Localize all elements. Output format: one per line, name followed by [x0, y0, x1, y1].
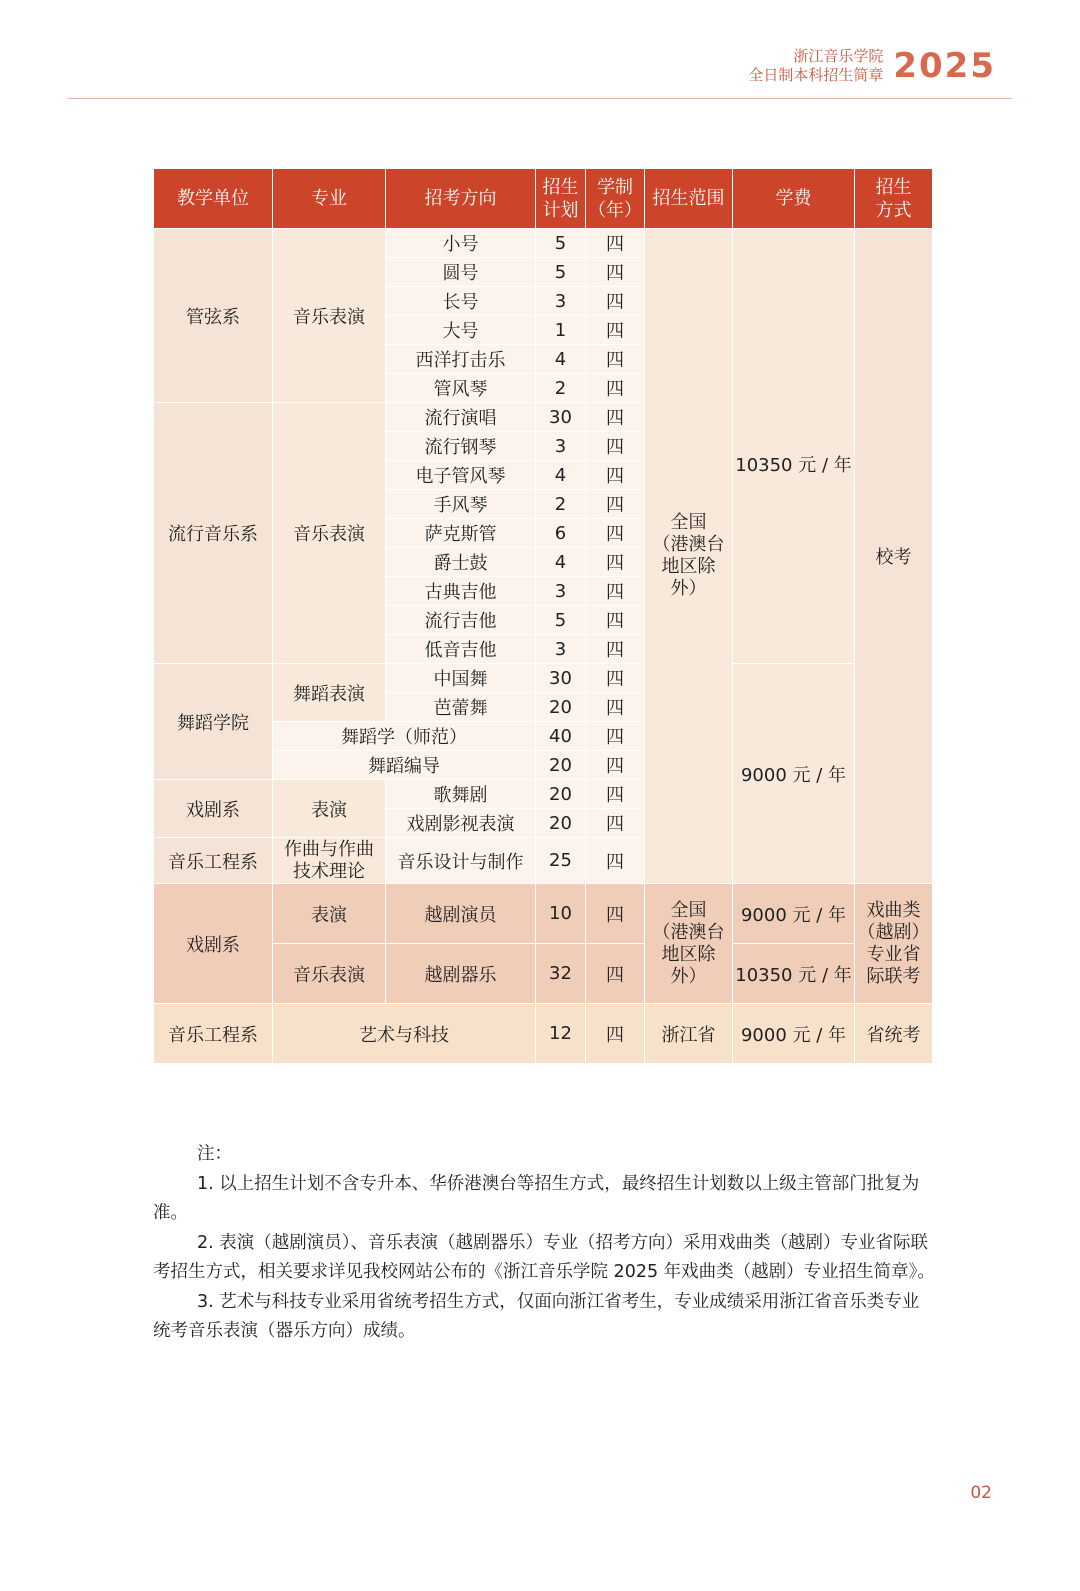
plan-cell: 30 [536, 664, 586, 693]
plan-cell: 12 [536, 1004, 586, 1064]
years-cell: 四 [586, 577, 645, 606]
plan-cell: 20 [536, 693, 586, 722]
plan-cell: 3 [536, 577, 586, 606]
fee-cell: 10350 元 / 年 [733, 229, 855, 664]
direction-cell: 戏剧影视表演 [386, 809, 536, 838]
plan-cell: 3 [536, 287, 586, 316]
direction-cell: 大号 [386, 316, 536, 345]
header-fee: 学费 [733, 169, 855, 229]
years-cell: 四 [586, 374, 645, 403]
unit-cell: 戏剧系 [154, 780, 273, 838]
major-cell: 表演 [273, 780, 386, 838]
years-cell: 四 [586, 461, 645, 490]
plan-cell: 40 [536, 722, 586, 751]
major-cell: 表演 [273, 884, 386, 944]
direction-cell: 电子管风琴 [386, 461, 536, 490]
scope-line: （港澳台 [652, 534, 725, 555]
page-number: 02 [970, 1483, 992, 1503]
header-scope: 招生范围 [645, 169, 733, 229]
major-cell: 音乐表演 [273, 403, 386, 664]
direction-cell: 流行钢琴 [386, 432, 536, 461]
years-cell: 四 [586, 403, 645, 432]
scope-cell: 浙江省 [645, 1004, 733, 1064]
scope-cell [645, 884, 733, 1004]
years-cell: 四 [586, 780, 645, 809]
header-plan [536, 169, 586, 229]
fee-cell: 9000 元 / 年 [733, 664, 855, 884]
plan-cell: 5 [536, 606, 586, 635]
scope-line: 外） [670, 578, 707, 599]
scope-line: 地区除 [661, 943, 716, 965]
plan-cell: 4 [536, 345, 586, 374]
header-method-line2: 方式 [875, 199, 912, 221]
method-line: （越剧） [857, 921, 930, 943]
header-years-line2: （年） [588, 199, 642, 221]
years-cell: 四 [586, 316, 645, 345]
major-cell: 舞蹈编导 [273, 751, 536, 780]
unit-cell: 音乐工程系 [154, 1004, 273, 1064]
years-cell: 四 [586, 229, 645, 258]
plan-cell: 6 [536, 519, 586, 548]
plan-cell: 2 [536, 490, 586, 519]
years-cell: 四 [586, 606, 645, 635]
plan-cell: 5 [536, 258, 586, 287]
major-cell: 舞蹈表演 [273, 664, 386, 722]
years-cell: 四 [586, 519, 645, 548]
table-row [154, 884, 933, 944]
fee-cell: 9000 元 / 年 [733, 884, 855, 944]
table-row [154, 664, 933, 693]
admissions-table [153, 168, 933, 1064]
scope-line: 全国 [670, 512, 707, 533]
plan-cell: 20 [536, 751, 586, 780]
plan-cell: 20 [536, 780, 586, 809]
direction-cell: 流行吉他 [386, 606, 536, 635]
direction-cell: 越剧器乐 [386, 944, 536, 1004]
years-cell: 四 [586, 432, 645, 461]
major-cell: 艺术与科技 [273, 1004, 536, 1064]
major-cell: 舞蹈学（师范） [273, 722, 536, 751]
direction-cell: 管风琴 [386, 374, 536, 403]
fee-cell: 9000 元 / 年 [733, 1004, 855, 1064]
direction-cell: 中国舞 [386, 664, 536, 693]
direction-cell: 芭蕾舞 [386, 693, 536, 722]
plan-cell: 5 [536, 229, 586, 258]
direction-cell: 西洋打击乐 [386, 345, 536, 374]
major-line: 技术理论 [293, 860, 365, 882]
direction-cell: 越剧演员 [386, 884, 536, 944]
plan-cell: 32 [536, 944, 586, 1004]
unit-cell: 舞蹈学院 [154, 664, 273, 780]
plan-cell: 1 [536, 316, 586, 345]
note-item: 1. 以上招生计划不含专升本、华侨港澳台等招生方式，最终招生计划数以上级主管部门批复为准。 [153, 1173, 920, 1223]
unit-cell: 音乐工程系 [154, 838, 273, 884]
scope-cell [645, 229, 733, 884]
note-item: 3. 艺术与科技专业采用省统考招生方式，仅面向浙江省考生，专业成绩采用浙江省音乐类专业统考音乐表演（器乐方向）成绩。 [153, 1291, 920, 1341]
header-years [586, 169, 645, 229]
header-divider [68, 98, 1012, 99]
plan-cell: 10 [536, 884, 586, 944]
years-cell: 四 [586, 635, 645, 664]
years-cell: 四 [586, 944, 645, 1004]
years-cell: 四 [586, 751, 645, 780]
table-row [154, 1004, 933, 1064]
table-header-row [154, 169, 933, 229]
major-cell: 音乐表演 [273, 944, 386, 1004]
plan-cell: 30 [536, 403, 586, 432]
scope-line: 地区除 [661, 556, 716, 577]
method-line: 戏曲类 [866, 899, 921, 921]
header-plan-line1: 招生 [542, 176, 579, 198]
method-cell: 校考 [855, 229, 933, 884]
header-text [748, 47, 883, 85]
plan-cell: 4 [536, 461, 586, 490]
years-cell: 四 [586, 548, 645, 577]
unit-cell: 流行音乐系 [154, 403, 273, 664]
method-line: 专业省 [866, 943, 921, 965]
direction-cell: 音乐设计与制作 [386, 838, 536, 884]
plan-cell: 20 [536, 809, 586, 838]
major-cell [273, 838, 386, 884]
header-subtitle: 全日制本科招生简章 [748, 66, 884, 84]
header-plan-line2: 计划 [542, 199, 579, 221]
years-cell: 四 [586, 884, 645, 944]
major-cell: 音乐表演 [273, 229, 386, 403]
header-unit: 教学单位 [154, 169, 273, 229]
direction-cell: 歌舞剧 [386, 780, 536, 809]
plan-cell: 3 [536, 432, 586, 461]
years-cell: 四 [586, 693, 645, 722]
years-cell: 四 [586, 258, 645, 287]
direction-cell: 手风琴 [386, 490, 536, 519]
notes-title: 注： [197, 1144, 232, 1164]
plan-cell: 2 [536, 374, 586, 403]
direction-cell: 圆号 [386, 258, 536, 287]
method-line: 际联考 [866, 965, 921, 987]
method-cell: 省统考 [855, 1004, 933, 1064]
fee-cell: 10350 元 / 年 [733, 944, 855, 1004]
years-cell: 四 [586, 287, 645, 316]
direction-cell: 小号 [386, 229, 536, 258]
direction-cell: 古典吉他 [386, 577, 536, 606]
years-cell: 四 [586, 664, 645, 693]
page-header [748, 46, 996, 86]
header-years-line1: 学制 [597, 176, 633, 198]
years-cell: 四 [586, 722, 645, 751]
header-method [855, 169, 933, 229]
direction-cell: 萨克斯管 [386, 519, 536, 548]
header-major: 专业 [273, 169, 386, 229]
direction-cell: 爵士鼓 [386, 548, 536, 577]
direction-cell: 长号 [386, 287, 536, 316]
scope-line: （港澳台 [652, 921, 725, 943]
plan-cell: 4 [536, 548, 586, 577]
years-cell: 四 [586, 838, 645, 884]
header-year: 2025 [893, 46, 996, 86]
scope-line: 外） [670, 965, 707, 987]
years-cell: 四 [586, 809, 645, 838]
unit-cell: 管弦系 [154, 229, 273, 403]
note-item: 2. 表演（越剧演员）、音乐表演（越剧器乐）专业（招考方向）采用戏曲类（越剧）专业省际联考招生方式，相关要求详见我校网站公布的《浙江音乐学院 2025 年戏曲类（越剧）专业招生简章》。 [153, 1232, 935, 1282]
unit-cell: 戏剧系 [154, 884, 273, 1004]
years-cell: 四 [586, 490, 645, 519]
direction-cell: 低音吉他 [386, 635, 536, 664]
years-cell: 四 [586, 345, 645, 374]
direction-cell: 流行演唱 [386, 403, 536, 432]
header-school: 浙江音乐学院 [793, 47, 884, 65]
table-row [154, 229, 933, 258]
scope-line: 全国 [670, 899, 707, 921]
plan-cell: 3 [536, 635, 586, 664]
header-method-line1: 招生 [875, 176, 912, 198]
plan-cell: 25 [536, 838, 586, 884]
years-cell: 四 [586, 1004, 645, 1064]
method-cell [855, 884, 933, 1004]
major-line: 作曲与作曲 [284, 838, 374, 860]
header-direction: 招考方向 [386, 169, 536, 229]
notes-section [153, 1140, 935, 1347]
